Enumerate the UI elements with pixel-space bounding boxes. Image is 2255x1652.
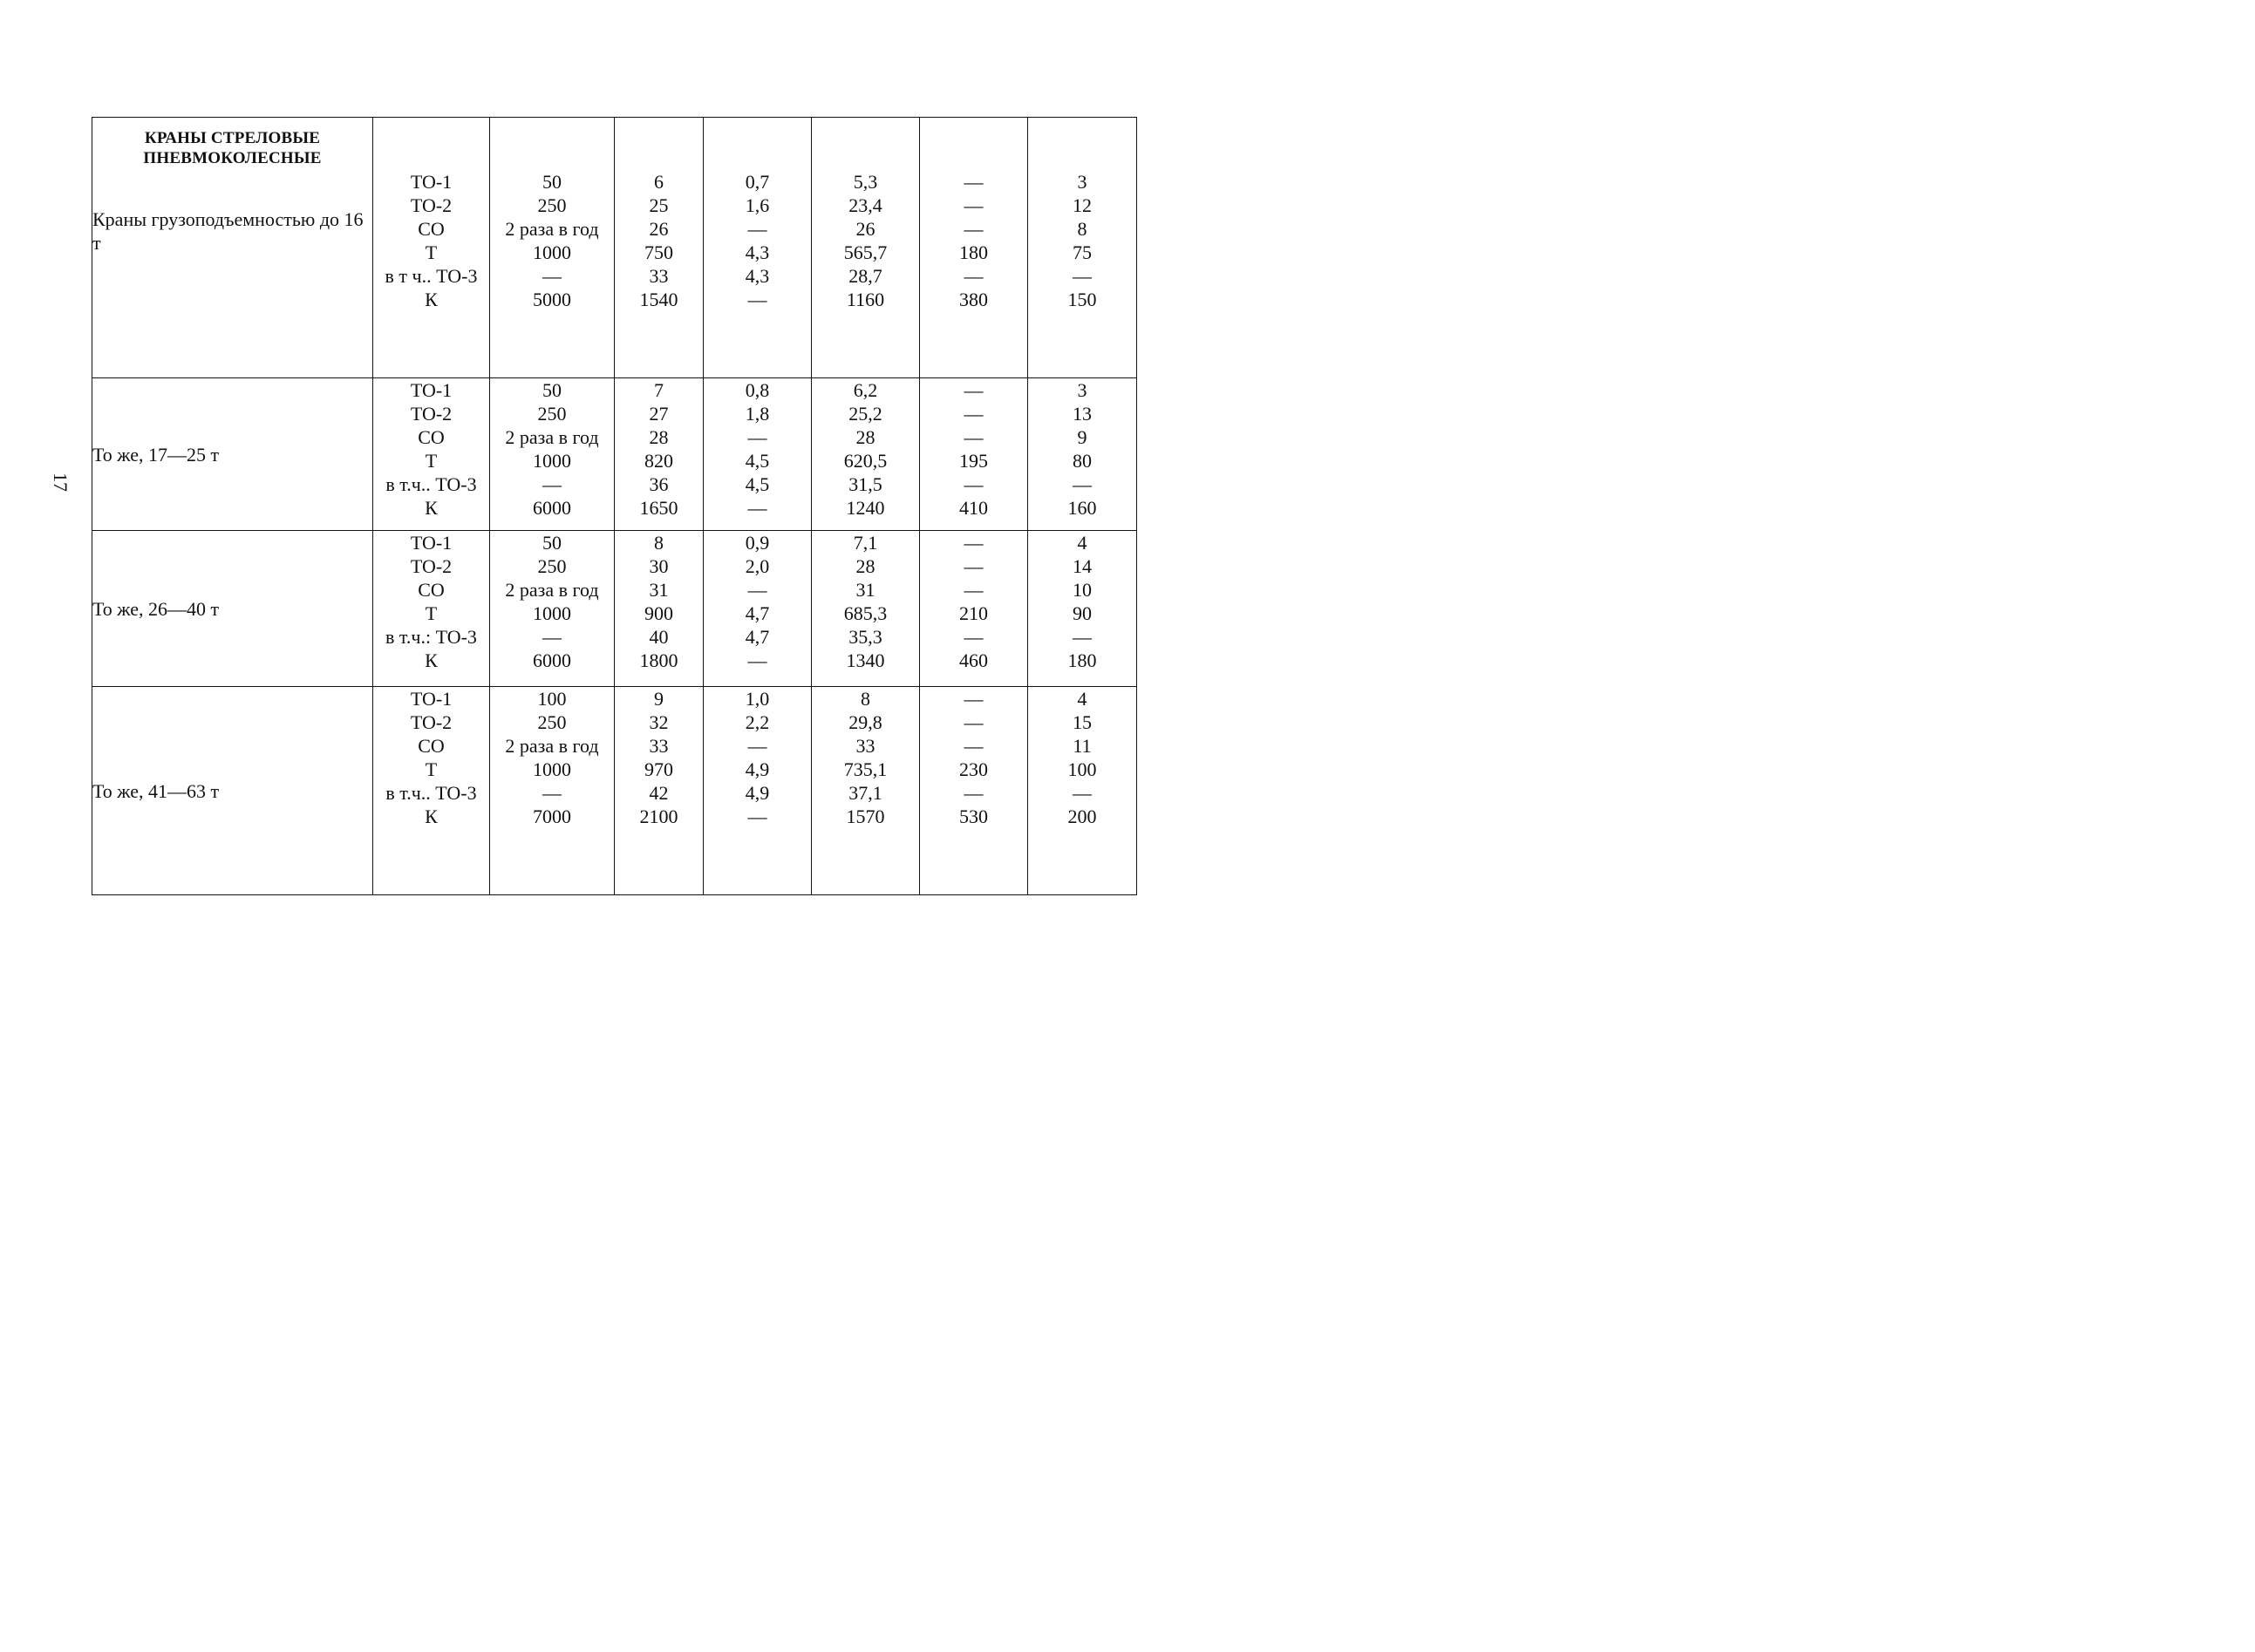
machine-name: То же, 26—40 т <box>92 597 220 620</box>
table-cell-value: 4 <box>1077 532 1087 554</box>
table-cell-value: — <box>964 218 984 240</box>
table-cell-value: 2 раза в год <box>505 426 599 448</box>
table-cell-value: СО <box>418 218 445 240</box>
table-cell-value: 13 <box>1073 403 1092 425</box>
machine-name-cell <box>92 378 373 531</box>
table-cell-value: 8 <box>861 688 870 710</box>
table-cell-value: 150 <box>1067 289 1097 310</box>
table-cell-value: 1000 <box>533 602 571 624</box>
value-column-6 <box>920 378 1028 531</box>
table-cell-value: 1340 <box>846 649 885 671</box>
table-cell-value: — <box>747 735 767 757</box>
table-cell-value: 0,9 <box>745 532 770 554</box>
table-cell-value: 620,5 <box>843 450 888 472</box>
table-cell-value: 6 <box>654 171 664 193</box>
table-cell-value: 26 <box>649 218 669 240</box>
table-cell-value: 12 <box>1073 194 1092 216</box>
table-cell-value: 460 <box>959 649 988 671</box>
table-cell-value: 1000 <box>533 241 571 263</box>
table-cell-value: 29,8 <box>848 711 882 733</box>
table-cell-value: 180 <box>1067 649 1097 671</box>
table-cell-value: 50 <box>542 379 562 401</box>
table-cell-value: — <box>964 782 984 804</box>
table-cell-value: — <box>964 711 984 733</box>
value-column-5 <box>812 118 920 378</box>
value-column-6 <box>920 531 1028 687</box>
table-cell-value: Т <box>425 758 438 780</box>
table-cell-value: 28 <box>855 426 875 448</box>
table-cell-value: 5,3 <box>853 171 878 193</box>
table-cell-value: — <box>964 403 984 425</box>
machine-name: Краны грузоподъемностью до 16 т <box>92 208 364 254</box>
table-cell-value: 1800 <box>639 649 678 671</box>
table-row <box>92 118 1137 378</box>
table-cell-value: 4,9 <box>745 782 770 804</box>
table-cell-value: СО <box>418 579 445 601</box>
value-column-7 <box>1028 378 1137 531</box>
value-column-4 <box>704 531 812 687</box>
table-cell-value: 0,7 <box>745 171 770 193</box>
value-column-3 <box>615 118 704 378</box>
table-cell-value: — <box>964 626 984 648</box>
table-cell-value: 4,5 <box>745 473 770 495</box>
table-cell-value: 1,0 <box>745 688 770 710</box>
table-cell-value: 10 <box>1073 579 1092 601</box>
table-cell-value: — <box>964 426 984 448</box>
table-cell-value: 25 <box>649 194 669 216</box>
table-cell-value: 15 <box>1073 711 1092 733</box>
table-cell-value: — <box>542 626 562 648</box>
table-cell-value: — <box>747 649 767 671</box>
table-cell-value: 970 <box>644 758 673 780</box>
value-column-3 <box>615 531 704 687</box>
section-title <box>92 118 372 168</box>
table-cell-value: 80 <box>1073 450 1092 472</box>
table-cell-value: 33 <box>855 735 875 757</box>
table-cell-value: 26 <box>855 218 875 240</box>
table-cell-value: 3 <box>1077 171 1087 193</box>
table-cell-value: 100 <box>537 688 567 710</box>
table-cell-value: 35,3 <box>848 626 882 648</box>
table-cell-value: 28 <box>855 555 875 577</box>
machine-name-cell <box>92 687 373 895</box>
table-cell-value: — <box>964 473 984 495</box>
table-cell-value: 6000 <box>533 649 571 671</box>
table-cell-value: К <box>425 289 438 310</box>
table-cell-value: 380 <box>959 289 988 310</box>
table-cell-value: 2100 <box>639 806 678 827</box>
table-cell-value: ТО-1 <box>410 532 453 554</box>
section-title-line: КРАНЫ СТРЕЛОВЫЕ <box>144 129 321 147</box>
value-column-2 <box>490 531 615 687</box>
table-cell-value: Т <box>425 450 438 472</box>
maintenance-table <box>92 117 1137 895</box>
table-cell-value: ТО-1 <box>410 379 453 401</box>
table-cell-value: 8 <box>654 532 664 554</box>
value-column-2 <box>490 118 615 378</box>
table-cell-value: К <box>425 649 438 671</box>
table-cell-value: 685,3 <box>843 602 888 624</box>
table-cell-value: 31,5 <box>848 473 882 495</box>
value-column-3 <box>615 687 704 895</box>
table-cell-value: 4,3 <box>745 265 770 287</box>
table-cell-value: 2 раза в год <box>505 735 599 757</box>
table-cell-value: 23,4 <box>848 194 882 216</box>
table-cell-value: — <box>964 735 984 757</box>
value-column-4 <box>704 118 812 378</box>
table-cell-value: 1650 <box>639 497 678 519</box>
table-cell-value: 8 <box>1077 218 1087 240</box>
table-cell-value: 180 <box>959 241 988 263</box>
table-cell-value: 30 <box>649 555 669 577</box>
table-cell-value: в т.ч.. ТО-3 <box>385 473 477 495</box>
value-column-5 <box>812 378 920 531</box>
table-cell-value: 31 <box>649 579 669 601</box>
table-cell-value: 1540 <box>639 289 678 310</box>
table-cell-value: 750 <box>644 241 673 263</box>
table-cell-value: 31 <box>855 579 875 601</box>
table-cell-value: 4,7 <box>745 626 770 648</box>
table-cell-value: 11 <box>1073 735 1092 757</box>
table-cell-value: СО <box>418 426 445 448</box>
value-column-1 <box>373 687 490 895</box>
table-row <box>92 531 1137 687</box>
table-cell-value: — <box>747 218 767 240</box>
table-cell-value: — <box>1073 626 1092 648</box>
table-cell-value: 50 <box>542 532 562 554</box>
value-column-6 <box>920 687 1028 895</box>
table-cell-value: 27 <box>649 403 669 425</box>
machine-name-cell <box>92 118 373 378</box>
value-column-7 <box>1028 118 1137 378</box>
table-cell-value: 6,2 <box>853 379 878 401</box>
table-cell-value: в т.ч.: ТО-3 <box>385 626 477 648</box>
table-cell-value: — <box>964 171 984 193</box>
table-cell-value: Т <box>425 602 438 624</box>
table-cell-value: 32 <box>649 711 669 733</box>
value-column-1 <box>373 118 490 378</box>
table-cell-value: — <box>542 265 562 287</box>
table-cell-value: в т ч.. ТО-3 <box>385 265 478 287</box>
table-cell-value: 3 <box>1077 379 1087 401</box>
document-page <box>0 0 1348 987</box>
table-cell-value: 410 <box>959 497 988 519</box>
table-cell-value: 160 <box>1067 497 1097 519</box>
table-cell-value: — <box>964 555 984 577</box>
table-cell-value: 1160 <box>846 289 885 310</box>
table-cell-value: 90 <box>1073 602 1092 624</box>
table-cell-value: 50 <box>542 171 562 193</box>
table-cell-value: 4,9 <box>745 758 770 780</box>
table-cell-value: 1000 <box>533 758 571 780</box>
table-cell-value: К <box>425 497 438 519</box>
table-row <box>92 687 1137 895</box>
table-cell-value: — <box>747 426 767 448</box>
table-cell-value: 6000 <box>533 497 571 519</box>
table-cell-value: 1,6 <box>745 194 770 216</box>
table-cell-value: 42 <box>649 782 669 804</box>
table-cell-value: 36 <box>649 473 669 495</box>
table-cell-value: 28,7 <box>848 265 882 287</box>
table-cell-value: — <box>964 532 984 554</box>
table-cell-value: ТО-2 <box>410 194 453 216</box>
table-cell-value: К <box>425 806 438 827</box>
table-cell-value: — <box>1073 782 1092 804</box>
table-cell-value: ТО-2 <box>410 555 453 577</box>
value-column-3 <box>615 378 704 531</box>
table-cell-value: — <box>747 806 767 827</box>
table-cell-value: ТО-2 <box>410 403 453 425</box>
table-cell-value: 40 <box>649 626 669 648</box>
table-cell-value: — <box>747 579 767 601</box>
table-cell-value: ТО-2 <box>410 711 453 733</box>
table-cell-value: 1,8 <box>745 403 770 425</box>
table-cell-value: — <box>964 194 984 216</box>
table-cell-value: 820 <box>644 450 673 472</box>
table-cell-value: 7,1 <box>853 532 878 554</box>
table-cell-value: 200 <box>1067 806 1097 827</box>
value-column-1 <box>373 531 490 687</box>
table-cell-value: 25,2 <box>848 403 882 425</box>
table-cell-value: 530 <box>959 806 988 827</box>
table-cell-value: СО <box>418 735 445 757</box>
table-cell-value: 37,1 <box>848 782 882 804</box>
table-cell-value: 4,7 <box>745 602 770 624</box>
table-cell-value: 28 <box>649 426 669 448</box>
table-cell-value: — <box>964 688 984 710</box>
table-cell-value: 735,1 <box>843 758 888 780</box>
table-cell-value: 250 <box>537 555 567 577</box>
table-cell-value: — <box>542 473 562 495</box>
table-cell-value: 0,8 <box>745 379 770 401</box>
table-cell-value: 4,5 <box>745 450 770 472</box>
table-cell-value: — <box>964 265 984 287</box>
table-cell-value: 100 <box>1067 758 1097 780</box>
table-cell-value: — <box>1073 473 1092 495</box>
table-cell-value: 1570 <box>846 806 885 827</box>
table-cell-value: — <box>747 289 767 310</box>
table-cell-value: 2 раза в год <box>505 218 599 240</box>
machine-name-cell <box>92 531 373 687</box>
value-column-6 <box>920 118 1028 378</box>
table-cell-value: — <box>542 782 562 804</box>
table-cell-value: 7 <box>654 379 664 401</box>
table-cell-value: 75 <box>1073 241 1092 263</box>
value-column-2 <box>490 378 615 531</box>
table-cell-value: 33 <box>649 735 669 757</box>
table-cell-value: 2,0 <box>745 555 770 577</box>
table-cell-value: 195 <box>959 450 988 472</box>
table-cell-value: ТО-1 <box>410 171 453 193</box>
table-cell-value: 9 <box>654 688 664 710</box>
table-cell-value: — <box>1073 265 1092 287</box>
value-column-4 <box>704 687 812 895</box>
table-cell-value: 4,3 <box>745 241 770 263</box>
value-column-2 <box>490 687 615 895</box>
table-cell-value: Т <box>425 241 438 263</box>
table-cell-value: 1240 <box>846 497 885 519</box>
value-column-5 <box>812 687 920 895</box>
machine-name: То же, 41—63 т <box>92 779 220 802</box>
table-cell-value: — <box>964 579 984 601</box>
table-cell-value: 4 <box>1077 688 1087 710</box>
value-column-5 <box>812 531 920 687</box>
value-column-7 <box>1028 531 1137 687</box>
value-column-7 <box>1028 687 1137 895</box>
table-cell-value: 14 <box>1073 555 1092 577</box>
table-cell-value: 1000 <box>533 450 571 472</box>
table-cell-value: 250 <box>537 711 567 733</box>
table-cell-value: 250 <box>537 194 567 216</box>
table-cell-value: 2,2 <box>745 711 770 733</box>
table-cell-value: 210 <box>959 602 988 624</box>
table-cell-value: 7000 <box>533 806 571 827</box>
machine-name: То же, 17—25 т <box>92 443 220 466</box>
section-title-line: ПНЕВМОКОЛЕСНЫЕ <box>143 149 322 167</box>
table-cell-value: 565,7 <box>843 241 888 263</box>
value-column-4 <box>704 378 812 531</box>
table-cell-value: 33 <box>649 265 669 287</box>
page-number: 17 <box>50 472 72 492</box>
table-cell-value: 5000 <box>533 289 571 310</box>
table-cell-value: — <box>747 497 767 519</box>
table-cell-value: ТО-1 <box>410 688 453 710</box>
value-column-1 <box>373 378 490 531</box>
table-body <box>92 118 1137 895</box>
table-cell-value: 230 <box>959 758 988 780</box>
table-cell-value: 900 <box>644 602 673 624</box>
table-cell-value: 2 раза в год <box>505 579 599 601</box>
table-cell-value: в т.ч.. ТО-3 <box>385 782 477 804</box>
table-cell-value: — <box>964 379 984 401</box>
table-cell-value: 9 <box>1077 426 1087 448</box>
table-row <box>92 378 1137 531</box>
table-cell-value: 250 <box>537 403 567 425</box>
